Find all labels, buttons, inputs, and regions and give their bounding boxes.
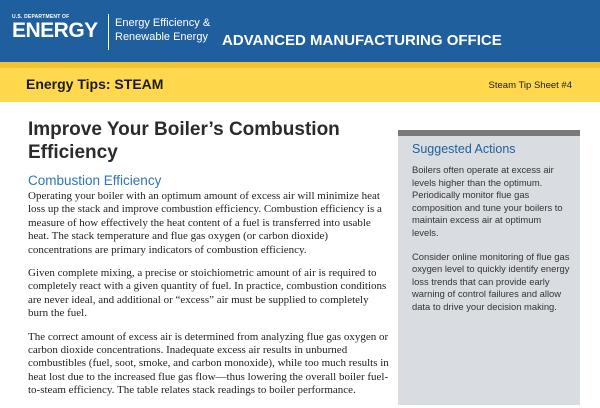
logo-big-text: ENERGY <box>12 19 98 42</box>
suggested-actions-sidebar <box>398 130 580 405</box>
tips-bar <box>0 68 600 102</box>
header-banner <box>0 0 600 62</box>
logo-subtitle <box>115 16 210 44</box>
body-paragraph-1: Operating your boiler with an optimum amount of excess air will minimize heat loss up the stack and improve combustion efficiency. Combustion efficiency is a measure of how effectively the heat content of a fuel is transferred into usable heat. The stack temperature and flue gas oxygen (or carbon dioxide) concentrations are primary indicators of combustion efficiency. <box>28 190 382 256</box>
page-title: Improve Your Boiler’s Combustion Efficiency <box>28 119 340 163</box>
office-title: ADVANCED MANUFACTURING OFFICE <box>222 32 502 49</box>
logo-subtitle-line2: Renewable Energy <box>115 31 208 43</box>
logo-subtitle-line1: Energy Efficiency & <box>115 17 211 29</box>
sidebar-title: Suggested Actions <box>412 142 516 156</box>
sheet-number: Steam Tip Sheet #4 <box>488 80 572 91</box>
body-paragraph-3: The correct amount of excess air is determined from analyzing flue gas oxygen or carbon dioxide concentrations. Inadequate excess air results in unburned combustibles (fuel, soot, smoke, and carbon monoxide), while too much results in heat lost due to the increased flue gas flow—thus lowering the overall boiler fuel-to-steam efficiency. The table relates stack readings to boiler performance. <box>28 330 389 397</box>
sidebar-content <box>412 142 570 325</box>
logo-small-text: U.S. DEPARTMENT OF <box>12 14 70 20</box>
doe-logo <box>12 14 118 50</box>
sidebar-top-bar <box>398 130 580 136</box>
main-content <box>28 118 390 408</box>
sidebar-paragraph-2: Consider online monitoring of flue gas oxygen level to quickly identify energy loss trends that can provide early warning of control failures and allow data to drive your decision making. <box>412 250 570 312</box>
logo-divider <box>108 14 109 50</box>
body-paragraph-2: Given complete mixing, a precise or stoichiometric amount of air is required to completely react with a given quantity of fuel. In practice, combustion conditions are never ideal, and additional or “excess” air must be supplied to completely burn the fuel. <box>28 267 387 320</box>
sidebar-paragraph-1: Boilers often operate at excess air levels higher than the optimum. Periodically monitor flue gas composition and tune your boilers to maintain excess air at optimum levels. <box>412 164 563 238</box>
section-heading: Combustion Efficiency <box>28 173 162 188</box>
tips-title: Energy Tips: STEAM <box>26 76 164 92</box>
